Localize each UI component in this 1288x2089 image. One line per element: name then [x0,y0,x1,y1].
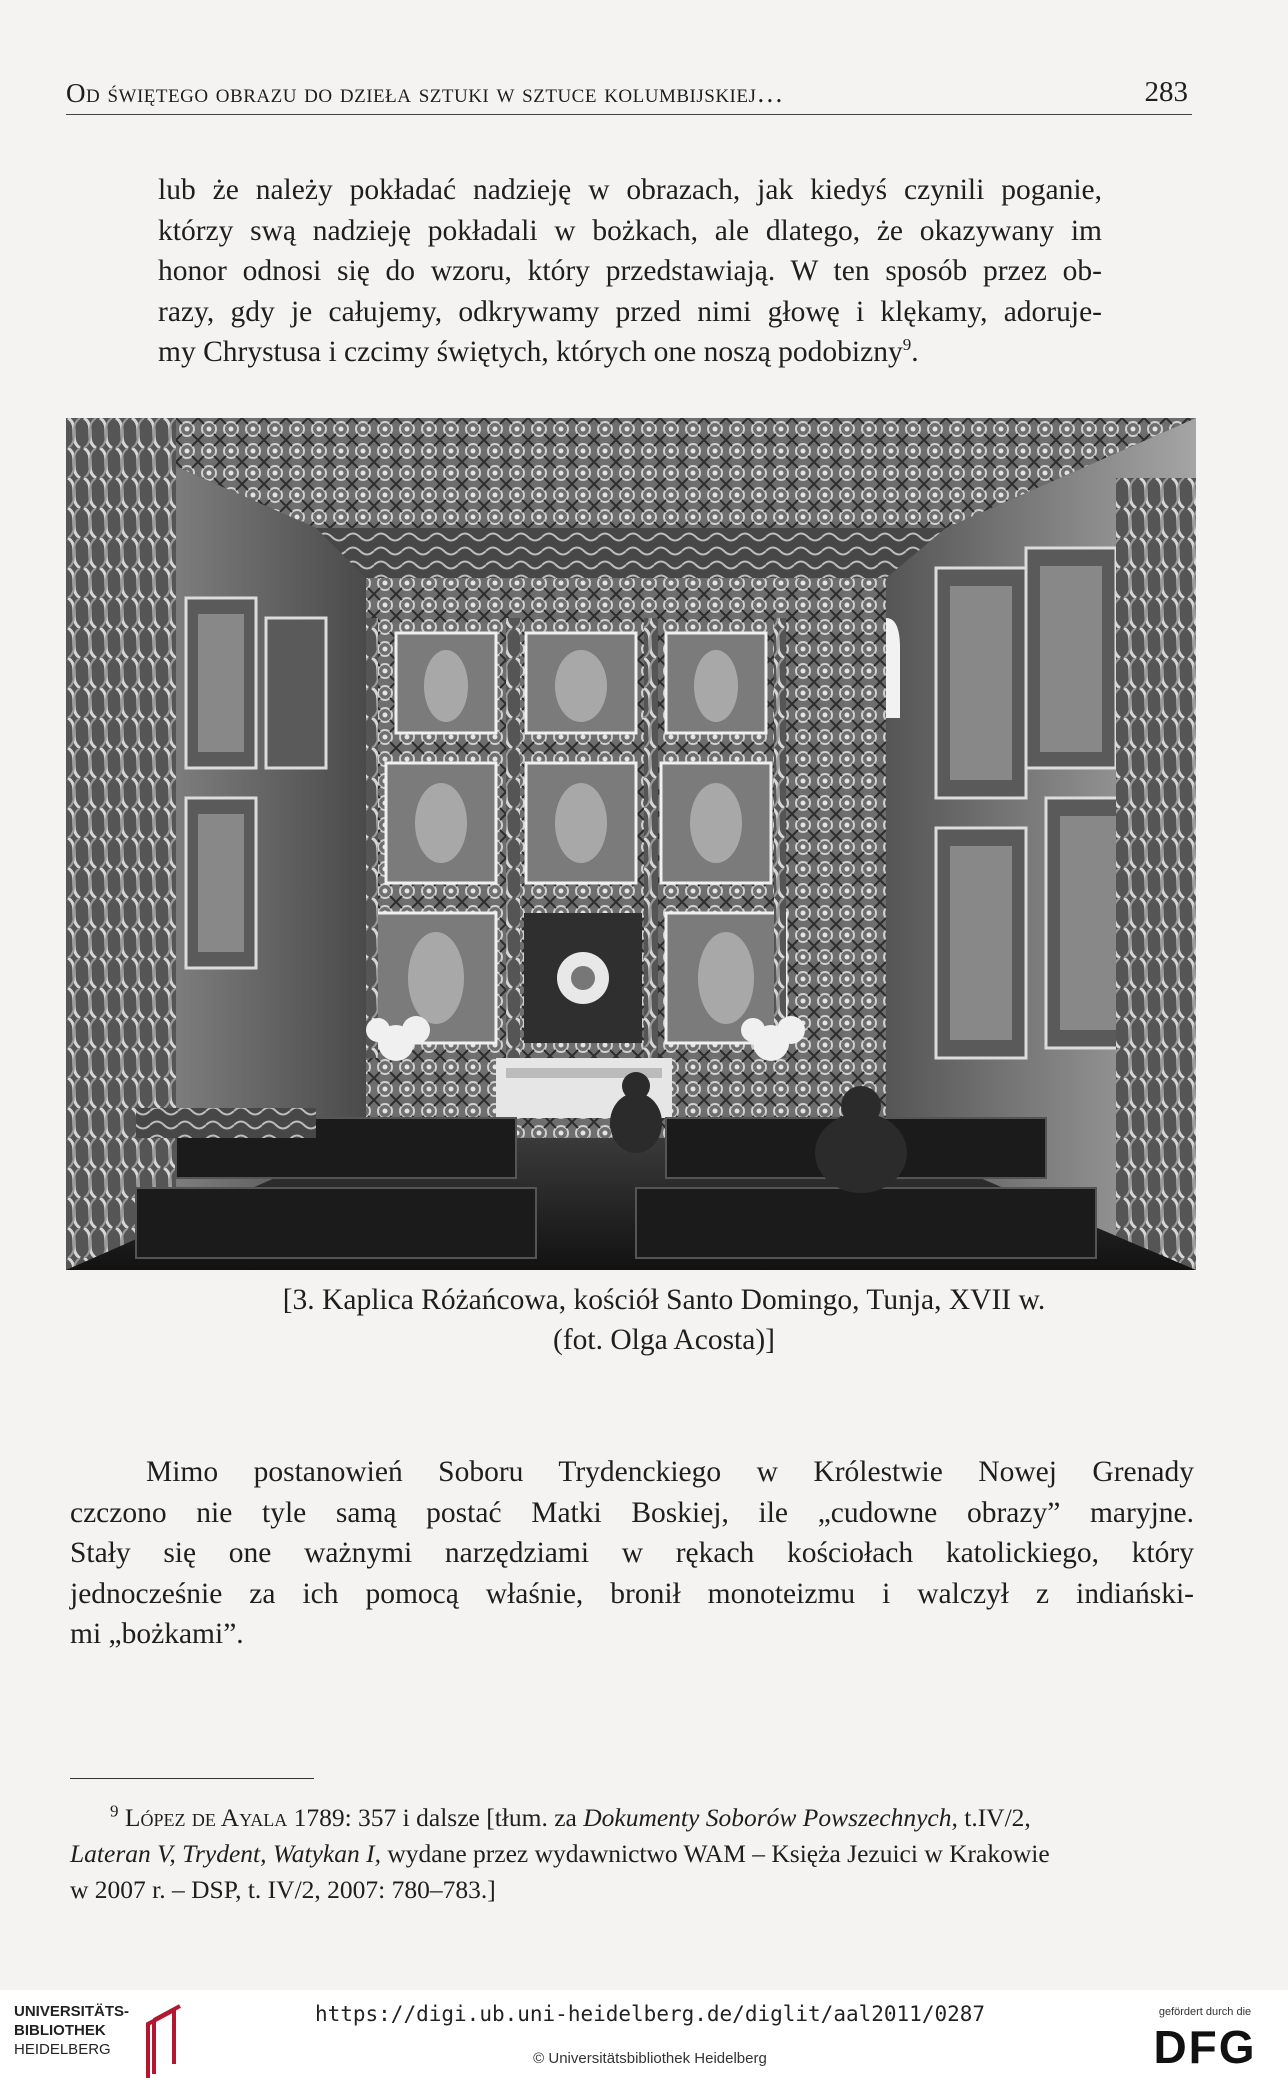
footnote-separator [70,1778,314,1779]
footnote-line-1 [70,1800,1196,1836]
footnote-ref[interactable]: 9 [902,335,912,355]
text-line: Stały się one ważnymi narzędziami w rękach kościołach katolickiego, który [70,1537,1194,1569]
dfg-funding-logo [1140,2006,1270,2086]
text-line: którzy swą nadzieję pokładali w bożkach, ale dlatego, że okazywany im [158,214,1102,247]
text-line: jednocześnie za ich pomocą właśnie, bronił monoteizmu i walczył z indiański- [70,1577,1194,1610]
footnote [70,1800,1196,1908]
funding-note: gefördert durch die [1158,2006,1252,2018]
text-line: mi „bożkami”. [70,1618,244,1650]
text-line: czczono nie tyle samą postać Matki Boskiej, ile „cudowne obrazy” maryjne. [70,1496,1194,1529]
footnote-line-3: w 2007 r. – DSP, t. IV/2, 2007: 780–783.] [70,1875,496,1904]
text-line: razy, gdy je całujemy, odkrywamy przed nimi głowę i klękamy, adoruje- [158,295,1102,328]
footnote-number: 9 [110,1801,119,1821]
library-bracket-icon [134,2004,194,2082]
permalink-url[interactable]: https://digi.ub.uni-heidelberg.de/diglit/aal2011/0287 [314,2002,986,2026]
digitization-footer [0,1990,1288,2089]
caption-line-2: (fot. Olga Acosta)] [553,1324,775,1356]
library-line-2: BIBLIOTHEK [14,2022,106,2039]
last-line-text: my Chrystusa i czcimy świętych, których one noszą podobizny [158,336,903,368]
running-head [66,74,1192,115]
footnote-text: wydane przez wydawnictwo WAM – Księża Jezuici w Krakowie [380,1839,1050,1868]
footnote-author: López de Ayala [124,1803,288,1832]
paragraph-main [70,1452,1194,1655]
text-line: Mimo postanowień Soboru Trydenckiego w Królestwie Nowej Grenady [146,1456,1194,1488]
footnote-title: Lateran V, Trydent, Watykan I, [70,1839,381,1868]
footnote-text: 1789: 357 i dalsze [tłum. za [287,1803,584,1832]
chapel-interior-illustration [66,418,1196,1270]
footnote-text: t.IV/2, [957,1803,1031,1832]
dfg-logo-text: DFG [1153,2021,1257,2073]
footnote-line-2 [70,1836,1196,1872]
paragraph-top [158,170,1102,373]
altar-photograph [66,418,1196,1270]
library-name [14,2002,129,2059]
copyright-notice: © Universitätsbibliothek Heidelberg [533,2050,767,2067]
last-line-end: . [911,336,919,368]
figure-caption [66,1280,1192,1360]
page-number: 283 [1144,76,1188,108]
text-line: lub że należy pokładać nadzieję w obrazach, jak kiedyś czynili poganie, [158,174,1102,206]
text-line: honor odnosi się do wzoru, który przedstawiają. W ten sposób przez ob- [158,255,1102,287]
library-line-3: HEIDELBERG [14,2041,111,2058]
caption-line-1: [3. Kaplica Różańcowa, kościół Santo Domingo, Tunja, XVII w. [282,1284,1046,1316]
text-line-last [158,332,1102,373]
footnote-title: Dokumenty Soborów Powszechnych, [583,1803,958,1832]
university-library-logo[interactable] [14,2002,214,2082]
running-title: Od świętego obrazu do dzieła sztuki w sztuce kolumbijskiej… [66,78,784,108]
library-line-1: UNIVERSITÄTS- [14,2003,130,2020]
